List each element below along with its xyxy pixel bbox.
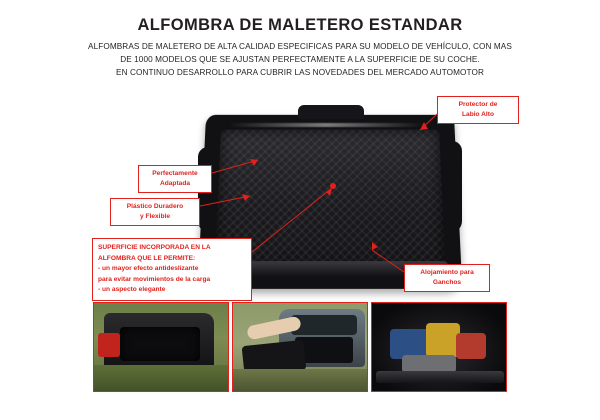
subtitle-line-1: ALFOMBRAS DE MALETERO DE ALTA CALIDAD ESPECIFICAS PARA SU MODELO DE VEHÍCULO, CON MAS	[88, 42, 512, 51]
boot-sill-shape	[376, 371, 504, 383]
callout-plastico-line-2: y Flexible	[139, 213, 171, 220]
callout-superficie-bullet-3: - un aspecto elegante	[98, 286, 166, 293]
callout-superficie-bullet-2: para evitar movimientos de la carga	[98, 275, 211, 283]
page-subtitle	[64, 40, 536, 79]
boot-mat-rear-notch	[298, 105, 364, 119]
callout-labio-line-1: Protector de	[458, 101, 498, 108]
callout-superficie-incorporada	[92, 238, 252, 301]
photo-strip	[93, 302, 507, 392]
callout-protector-labio-alto	[437, 96, 519, 124]
callout-plastico-line-1: Plástico Duradero	[126, 203, 184, 210]
callout-adaptada-line-2: Adaptada	[159, 180, 191, 187]
boot-mat-right-wing	[440, 141, 462, 233]
callout-superficie-heading-1: SUPERFICIE INCORPORADA EN LA	[98, 244, 211, 251]
luggage-item-shape	[456, 333, 486, 359]
callout-alojamiento-ganchos	[404, 264, 490, 292]
photo-instalacion-alfombra-maletero	[232, 302, 368, 392]
grass-ground-shape	[233, 369, 367, 391]
photo-maletero-con-alfombra-negra	[93, 302, 229, 392]
callout-perfectamente-adaptada	[138, 165, 212, 193]
boot-mat-highlight	[228, 123, 424, 127]
red-object-shape	[98, 333, 120, 357]
callout-labio-line-2: Labio Alto	[462, 111, 494, 118]
callout-ganchos-line-1: Alojamiento para	[420, 269, 474, 276]
boot-opening-shape	[120, 327, 200, 361]
callout-adaptada-line-1: Perfectamente	[152, 170, 198, 177]
page-title: ALFOMBRA DE MALETERO ESTANDAR	[137, 16, 463, 34]
luggage-item-shape	[426, 323, 460, 357]
photo-maletero-cargado-con-equipaje	[371, 302, 507, 392]
subtitle-line-3: EN CONTINUO DESARROLLO PARA CUBRIR LAS NOVEDADES DEL MERCADO AUTOMOTOR	[116, 68, 484, 77]
subtitle-line-2: DE 1000 MODELOS QUE SE AJUSTAN PERFECTAMENTE A LA SUPERFICIE DE SU COCHE.	[120, 55, 480, 64]
callout-plastico-duradero	[110, 198, 200, 226]
callout-superficie-heading-2: ALFOMBRA QUE LE PERMITE:	[98, 254, 196, 262]
suv-window-shape	[291, 315, 357, 335]
callout-superficie-bullet-1: - un mayor efecto antideslizante	[98, 265, 199, 272]
grass-ground-shape	[94, 365, 228, 391]
callout-ganchos-line-2: Ganchos	[432, 279, 462, 286]
